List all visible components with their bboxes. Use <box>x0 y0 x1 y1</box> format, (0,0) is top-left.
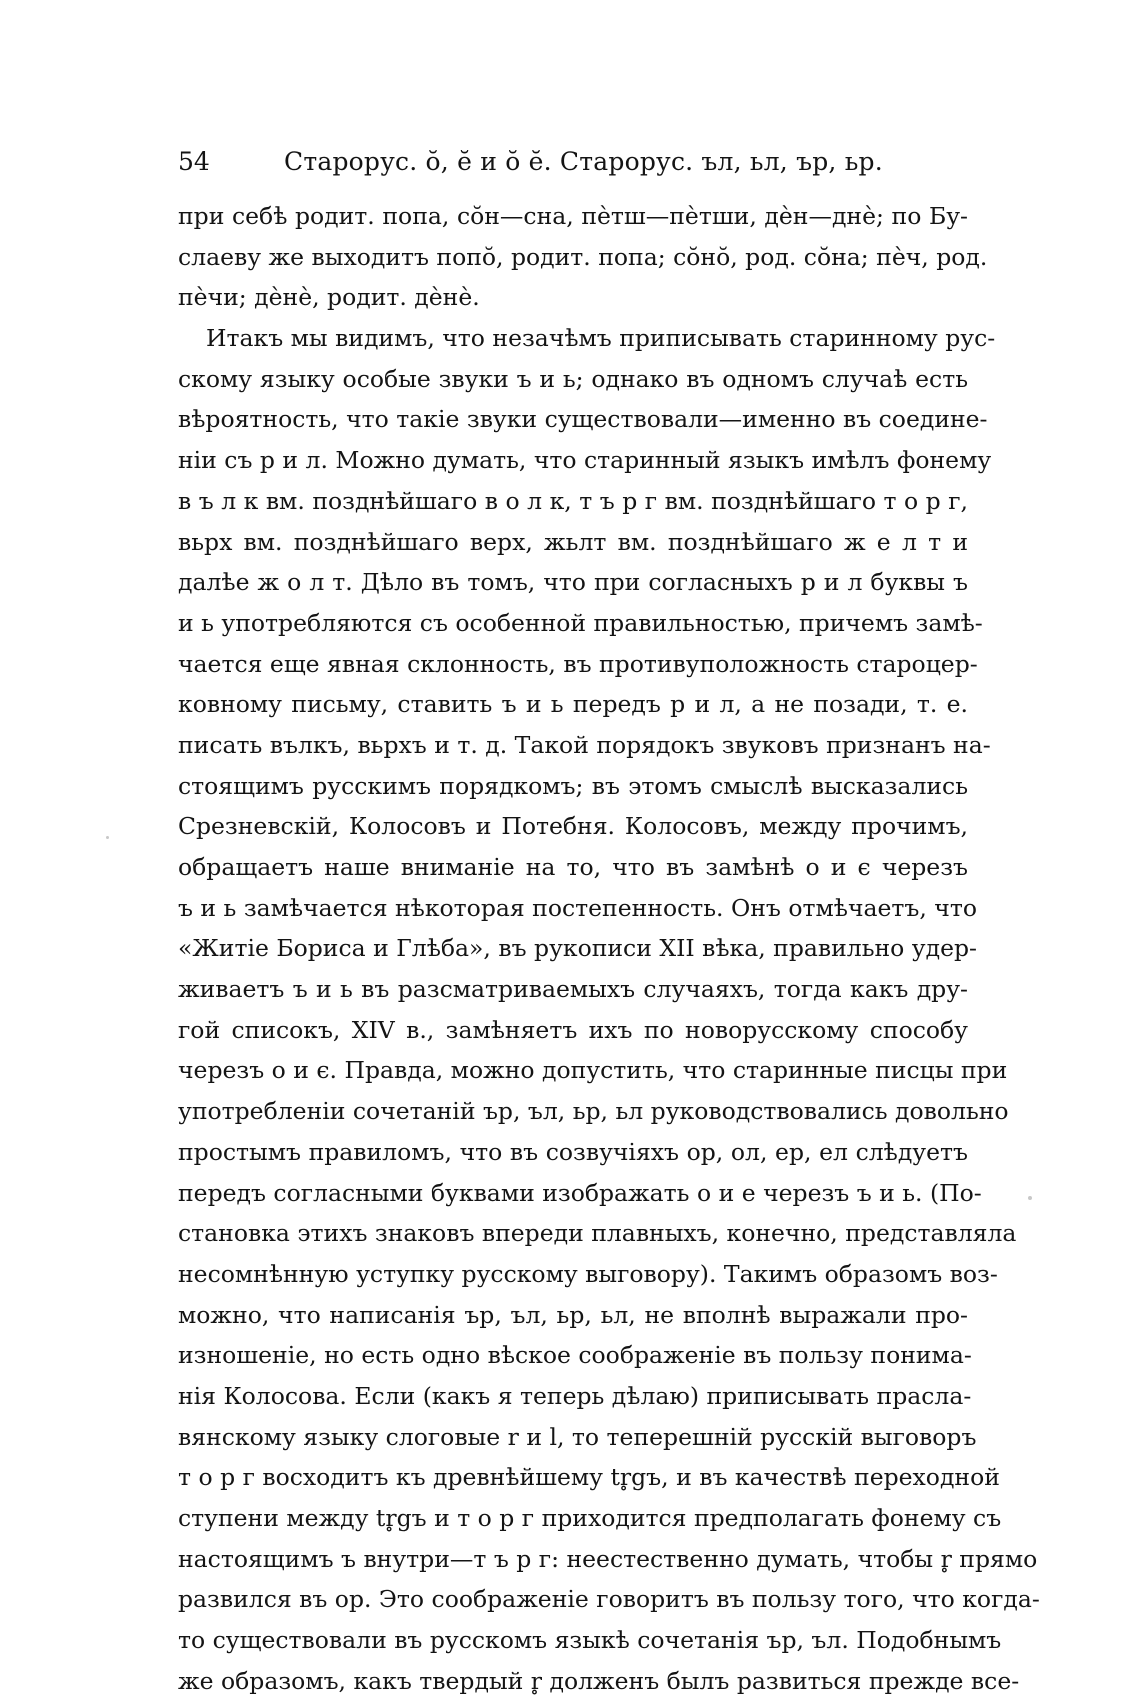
text-line: ковному письму, ставить ъ и ь передъ р и л, а не позади, т. е. <box>178 690 968 719</box>
text-line: же образомъ, какъ твердый r̥ долженъ былъ развиться прежде все- <box>178 1666 1020 1695</box>
text-line: гой списокъ, XIV в., замѣняетъ ихъ по новорусскому способу <box>178 1015 968 1044</box>
text-line: живаетъ ъ и ь въ разсматриваемыхъ случаяхъ, тогда какъ дру- <box>178 975 968 1004</box>
text-line: вянскому языку слоговые r и l, то теперешній русскій выговоръ <box>178 1422 977 1451</box>
text-line: обращаетъ наше вниманіе на то, что въ замѣнѣ о и є черезъ <box>178 853 968 881</box>
text-line: пѐчи; дѐнѐ, родит. дѐнѐ. <box>178 283 480 312</box>
paragraph-first-line: Итакъ мы видимъ, что незачѣмъ приписывать старинному рус- <box>206 324 996 353</box>
text-line: то существовали въ русскомъ языкѣ сочетанія ър, ъл. Подобнымъ <box>178 1626 1002 1655</box>
scan-speck <box>1028 1196 1032 1200</box>
text-line: и ь употребляются съ особенной правильностью, причемъ замѣ- <box>178 608 983 637</box>
text-line: чается еще явная склонность, въ противуположность староцер- <box>178 649 978 678</box>
text-line: ніи съ р и л. Можно думать, что старинный языкъ имѣлъ фонему <box>178 446 992 475</box>
text-line: стоящимъ русскимъ порядкомъ; въ этомъ смыслѣ высказались <box>178 771 968 800</box>
text-line: нія Колосова. Если (какъ я теперь дѣлаю) приписывать прасла- <box>178 1381 972 1410</box>
text-line: писать вълкъ, вьрхъ и т. д. Такой порядокъ звуковъ признанъ на- <box>178 730 991 759</box>
text-line: т о р г восходитъ къ древнѣйшему tr̥gъ, и въ качествѣ переходной <box>178 1463 1000 1492</box>
body-text <box>178 196 1040 1701</box>
text-line: несомнѣнную уступку русскому выговору). Такимъ образомъ воз- <box>178 1259 998 1288</box>
text-line: далѣе ж о л т. Дѣло въ томъ, что при согласныхъ р и л буквы ъ <box>178 568 968 597</box>
scan-speck <box>106 836 109 839</box>
text-line: при себѣ родит. попа, сŏн—сна, пѐтш—пѐтши, дѐн—днѐ; по Бу- <box>178 202 968 230</box>
text-line: развился въ ор. Это соображеніе говоритъ въ пользу того, что когда- <box>178 1585 1040 1614</box>
text-line: в ъ л к вм. позднѣйшаго в о л к, т ъ р г вм. позднѣйшаго т о р г, <box>178 486 968 515</box>
text-line: можно, что написанія ър, ъл, ьр, ьл, не вполнѣ выражали про- <box>178 1300 968 1329</box>
text-line: слаеву же выходитъ попŏ, родит. попа; сŏнŏ, род. сŏна; пѐч, род. <box>178 242 988 271</box>
text-line: простымъ правиломъ, что въ созвучіяхъ ор, ол, ер, ел слѣдуетъ <box>178 1137 968 1166</box>
text-line: ступени между tr̥gъ и т о р г приходится предполагать фонему съ <box>178 1504 1002 1532</box>
text-line: настоящимъ ъ внутри—т ъ р г: неестественно думать, чтобы r̥ прямо <box>178 1544 1038 1573</box>
text-line: Срезневскій, Колосовъ и Потебня. Колосовъ, между прочимъ, <box>178 812 968 841</box>
running-title: Старорус. ŏ, ĕ и ŏ ĕ. Старорус. ъл, ьл, ър, ьр. <box>284 147 883 176</box>
text-line: передъ согласными буквами изображать о и е черезъ ъ и ь. (По- <box>178 1178 982 1207</box>
text-line: становка этихъ знаковъ впереди плавныхъ, конечно, представляла <box>178 1219 1017 1248</box>
text-line: употребленіи сочетаній ър, ъл, ьр, ьл руководствовались довольно <box>178 1097 1009 1126</box>
text-line: черезъ о и є. Правда, можно допустить, что старинные писцы при <box>178 1056 1008 1085</box>
text-line: «Житіе Бориса и Глѣба», въ рукописи XII вѣка, правильно удер- <box>178 934 977 963</box>
text-line: скому языку особые звуки ъ и ь; однако въ одномъ случаѣ есть <box>178 364 968 393</box>
text-line: изношеніе, но есть одно вѣское соображеніе въ пользу понима- <box>178 1341 972 1370</box>
text-line: ъ и ь замѣчается нѣкоторая постепенность. Онъ отмѣчаетъ, что <box>178 893 977 922</box>
running-head <box>178 140 898 184</box>
page-number: 54 <box>178 147 210 176</box>
text-line: вьрх вм. позднѣйшаго верх, жьлт вм. позднѣйшаго ж е л т и <box>178 527 968 556</box>
text-line: вѣроятность, что такіе звуки существовали—именно въ соедине- <box>178 405 988 434</box>
